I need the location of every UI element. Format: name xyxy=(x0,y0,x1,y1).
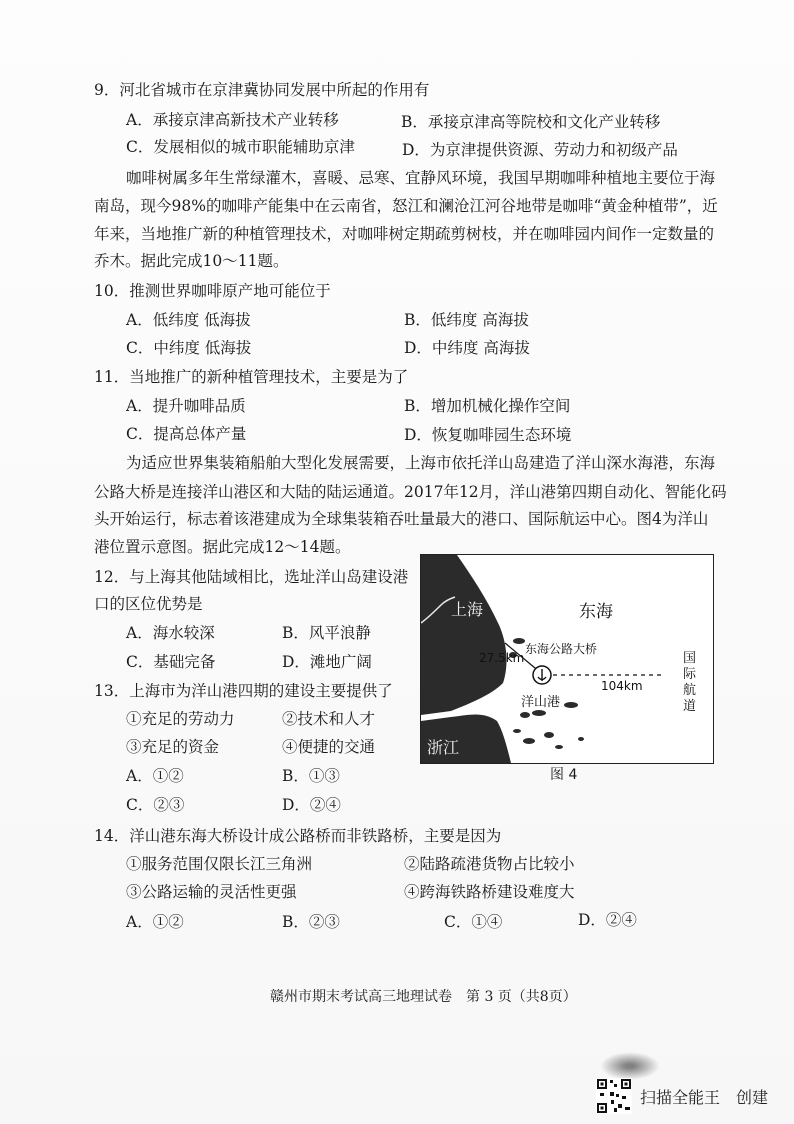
q11-option-d: D．恢复咖啡园生态环境 xyxy=(404,426,572,444)
q11-option-c: C．提高总体产量 xyxy=(126,425,247,443)
q10-option-a: A．低纬度 低海拔 xyxy=(126,311,251,329)
route-char: 国 xyxy=(683,651,697,666)
q13-choice-2: ②技术和人才 xyxy=(282,710,376,728)
q13-option-d: D．②④ xyxy=(282,796,341,814)
island xyxy=(578,737,584,741)
route-char: 际 xyxy=(683,667,697,682)
passage1-line: 年来，当地推广新的种植管理技术，对咖啡树定期疏剪树枝，并在咖啡园内间作一定数量的 xyxy=(94,225,715,243)
island xyxy=(513,638,525,644)
scanner-watermark xyxy=(596,1078,768,1114)
q11-option-b: B．增加机械化操作空间 xyxy=(404,397,571,415)
passage2-line: 为适应世界集装箱船舶大型化发展需要，上海市依托洋山岛建造了洋山深水海港，东海 xyxy=(126,454,716,472)
figure-caption: 图 4 xyxy=(550,767,578,783)
q14-option-a: A．①② xyxy=(126,913,184,931)
q14-choice-3: ③公路运输的灵活性更强 xyxy=(126,883,297,901)
q14-option-d: D．②④ xyxy=(578,911,637,929)
q13-option-a: A．①② xyxy=(126,767,184,785)
q12-stem-line1: 12．与上海其他陆域相比，选址洋山岛建设港 xyxy=(94,568,409,586)
watermark-text: 扫描全能王 创建 xyxy=(640,1087,769,1107)
label-shanghai: 上海 xyxy=(451,600,484,619)
label-distance-route: 104km xyxy=(601,679,643,693)
island xyxy=(555,745,563,749)
q9-stem: 9．河北省城市在京津冀协同发展中所起的作用有 xyxy=(94,81,430,99)
q13-option-b: B．①③ xyxy=(282,767,340,785)
passage1-line: 乔木。据此完成10～11题。 xyxy=(94,252,289,270)
q10-stem: 10．推测世界咖啡原产地可能位于 xyxy=(94,282,331,300)
q10-option-c: C．中纬度 低海拔 xyxy=(126,339,252,357)
q9-option-b: B．承接京津高等院校和文化产业转移 xyxy=(401,113,661,131)
q13-choice-3: ③充足的资金 xyxy=(126,738,220,756)
route-char: 道 xyxy=(683,699,697,714)
q14-option-c: C．①④ xyxy=(444,913,503,931)
qr-code-icon xyxy=(596,1078,632,1114)
q13-choice-4: ④便捷的交通 xyxy=(282,738,376,756)
passage1-line: 咖啡树属多年生常绿灌木，喜暖、忌寒、宜静风环境，我国早期咖啡种植地主要位于海 xyxy=(126,169,716,187)
island xyxy=(513,729,521,733)
page-footer: 赣州市期末考试高三地理试卷 第 3 页（共8页） xyxy=(270,989,577,1005)
q12-option-a: A．海水较深 xyxy=(126,624,215,642)
label-international-route xyxy=(683,651,696,715)
passage2-line: 港位置示意图。据此完成12～14题。 xyxy=(94,538,351,556)
q13-choice-1: ①充足的劳动力 xyxy=(126,710,235,728)
passage1-line: 南岛，现今98%的咖啡产能集中在云南省，怒江和澜沧江河谷地带是咖啡“黄金种植带”，近 xyxy=(94,197,718,215)
scan-shadow xyxy=(600,1052,660,1080)
island xyxy=(520,712,530,718)
q12-option-b: B．风平浪静 xyxy=(282,624,371,642)
q13-stem: 13．上海市为洋山港四期的建设主要提供了 xyxy=(94,682,393,700)
island xyxy=(532,710,546,716)
island xyxy=(564,702,578,708)
q14-option-b: B．②③ xyxy=(282,913,340,931)
q14-choice-4: ④跨海铁路桥建设难度大 xyxy=(404,883,575,901)
label-bridge: 东海公路大桥 xyxy=(525,642,598,656)
passage2-line: 公路大桥是连接洋山港区和大陆的陆运通道。2017年12月，洋山港第四期自动化、智能化码 xyxy=(94,483,727,501)
map-drawing xyxy=(421,555,713,763)
q12-stem-line2: 口的区位优势是 xyxy=(94,595,203,613)
q14-choice-2: ②陆路疏港货物占比较小 xyxy=(404,855,575,873)
yangshan-location-map xyxy=(420,554,714,764)
q11-stem: 11．当地推广的新种植管理技术，主要是为了 xyxy=(94,368,409,386)
q11-option-a: A．提升咖啡品质 xyxy=(126,397,246,415)
q12-option-d: D．滩地广阔 xyxy=(282,653,372,671)
q9-option-a: A．承接京津高新技术产业转移 xyxy=(126,111,339,129)
label-distance-bridge: 27.5km xyxy=(479,651,525,665)
q10-option-d: D．中纬度 高海拔 xyxy=(404,339,530,357)
q9-option-c: C．发展相似的城市职能辅助京津 xyxy=(126,138,355,156)
q10-option-b: B．低纬度 高海拔 xyxy=(404,311,529,329)
island xyxy=(544,732,554,738)
q14-choice-1: ①服务范围仅限长江三角洲 xyxy=(126,855,313,873)
q13-option-c: C．②③ xyxy=(126,796,185,814)
passage2-line: 头开始运行，标志着该港建成为全球集装箱吞吐量最大的港口、国际航运中心。图4为洋山 xyxy=(94,510,709,528)
q12-option-c: C．基础完备 xyxy=(126,653,216,671)
island xyxy=(523,738,535,744)
label-yangshan-port: 洋山港 xyxy=(521,695,561,710)
shanghai-land xyxy=(421,555,506,715)
label-zhejiang: 浙江 xyxy=(427,738,460,757)
route-char: 航 xyxy=(683,683,697,698)
q14-stem: 14．洋山港东海大桥设计成公路桥而非铁路桥，主要是因为 xyxy=(94,827,502,845)
label-donghai: 东海 xyxy=(579,602,613,622)
q9-option-d: D．为京津提供资源、劳动力和初级产品 xyxy=(402,141,678,159)
